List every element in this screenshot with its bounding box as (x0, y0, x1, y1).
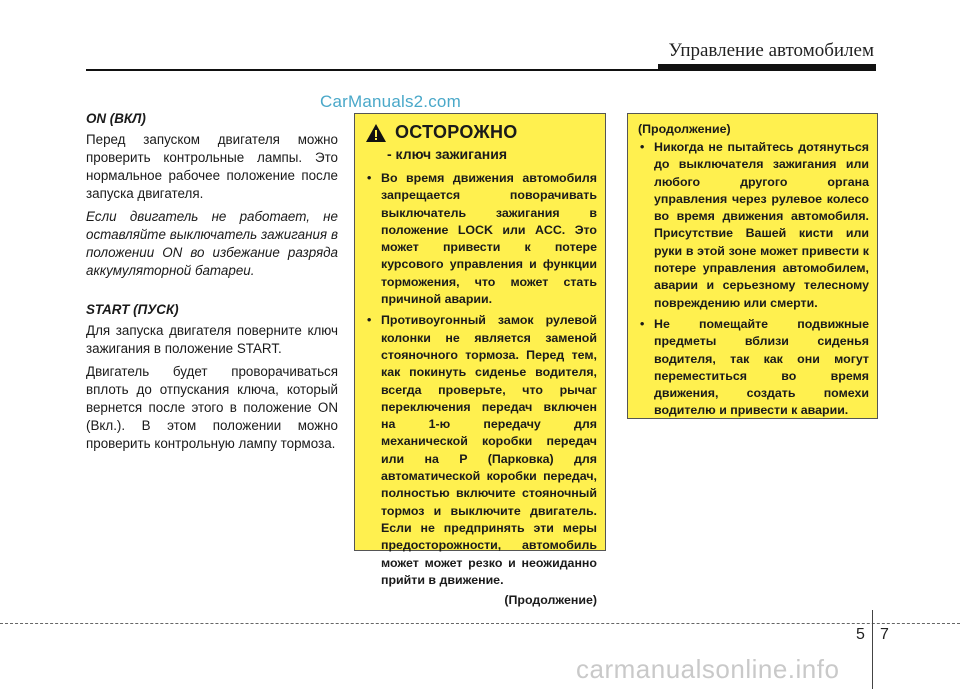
start-heading: START (ПУСК) (86, 302, 179, 317)
warning-triangle-icon (365, 123, 387, 143)
continuation-box (627, 113, 878, 419)
chapter-number: 5 (856, 626, 865, 643)
list-item: • Противоугонный замок рулевой колонки не является заменой стояночного тормоза. Перед тем, как покинуть сиденье водителя, всегда проверьте, что рычаг переключения передач включен на 1-ю передачу для механической коробки передач или на P (Парковка) для автоматической коробки передач, полностью включите стояночный тормоз и выключите двигатель. Если не предпринять эти меры предосторожности, автомобиль может может резко и неожиданно прийти в движение. (365, 312, 597, 589)
warning-list (365, 170, 597, 589)
start-text-1: Для запуска двигателя поверните ключ зажигания в положение START. (86, 323, 338, 356)
on-note: Если двигатель не работает, не оставляйте выключатель зажигания в положении ON во избежание разряда аккумуляторной батареи. (86, 209, 338, 278)
left-column (86, 110, 338, 458)
warning-subtitle: - ключ зажигания (387, 146, 508, 162)
footer-divider (0, 623, 960, 624)
warning-header (365, 122, 597, 143)
continued-label: (Продолжение) (504, 593, 597, 608)
start-text-2: Двигатель будет проворачиваться вплоть до отпускания ключа, который вернется после этого в положение ON (Вкл.). В этом положении можно проверить контрольную лампу тормоза. (86, 364, 338, 451)
header-title: Управление автомобилем (668, 40, 874, 61)
watermark-bottom: carmanualsonline.info (576, 654, 840, 684)
list-item: • Не помещайте подвижные предметы вблизи сиденья водителя, так как они могут переместиться во время движения, создать помехи водителю и привести к аварии. (638, 316, 869, 420)
list-item: • Никогда не пытайтесь дотянуться до выключателя зажигания или любого другого органа управления через рулевое колесо во время движения автомобиля. Присутствие Вашей кисти или руки в этой зоне может привести к потере управления автомобилем, аварии и серьезному телесному повреждению или смерти. (638, 139, 869, 312)
warning-box (354, 113, 606, 608)
continuation-list (638, 139, 869, 420)
list-item: • Во время движения автомобиля запрещается поворачивать выключатель зажигания в положение LOCK или ACC. Это может привести к потере курсового управления и функции торможения, что может стать причиной аварии. (365, 170, 597, 308)
spacer (86, 285, 338, 301)
header-rule-accent (658, 64, 876, 70)
page-number: 7 (880, 626, 889, 643)
continuation-label: (Продолжение) (638, 122, 731, 136)
on-heading: ON (ВКЛ) (86, 111, 146, 126)
on-text: Перед запуском двигателя можно проверить контрольные лампы. Это нормальное рабочее положение после запуска двигателя. (86, 132, 338, 201)
warning-title: ОСТОРОЖНО (395, 122, 518, 142)
footer-crop-line (872, 610, 873, 689)
watermark-top: CarManuals2.com (320, 92, 461, 111)
